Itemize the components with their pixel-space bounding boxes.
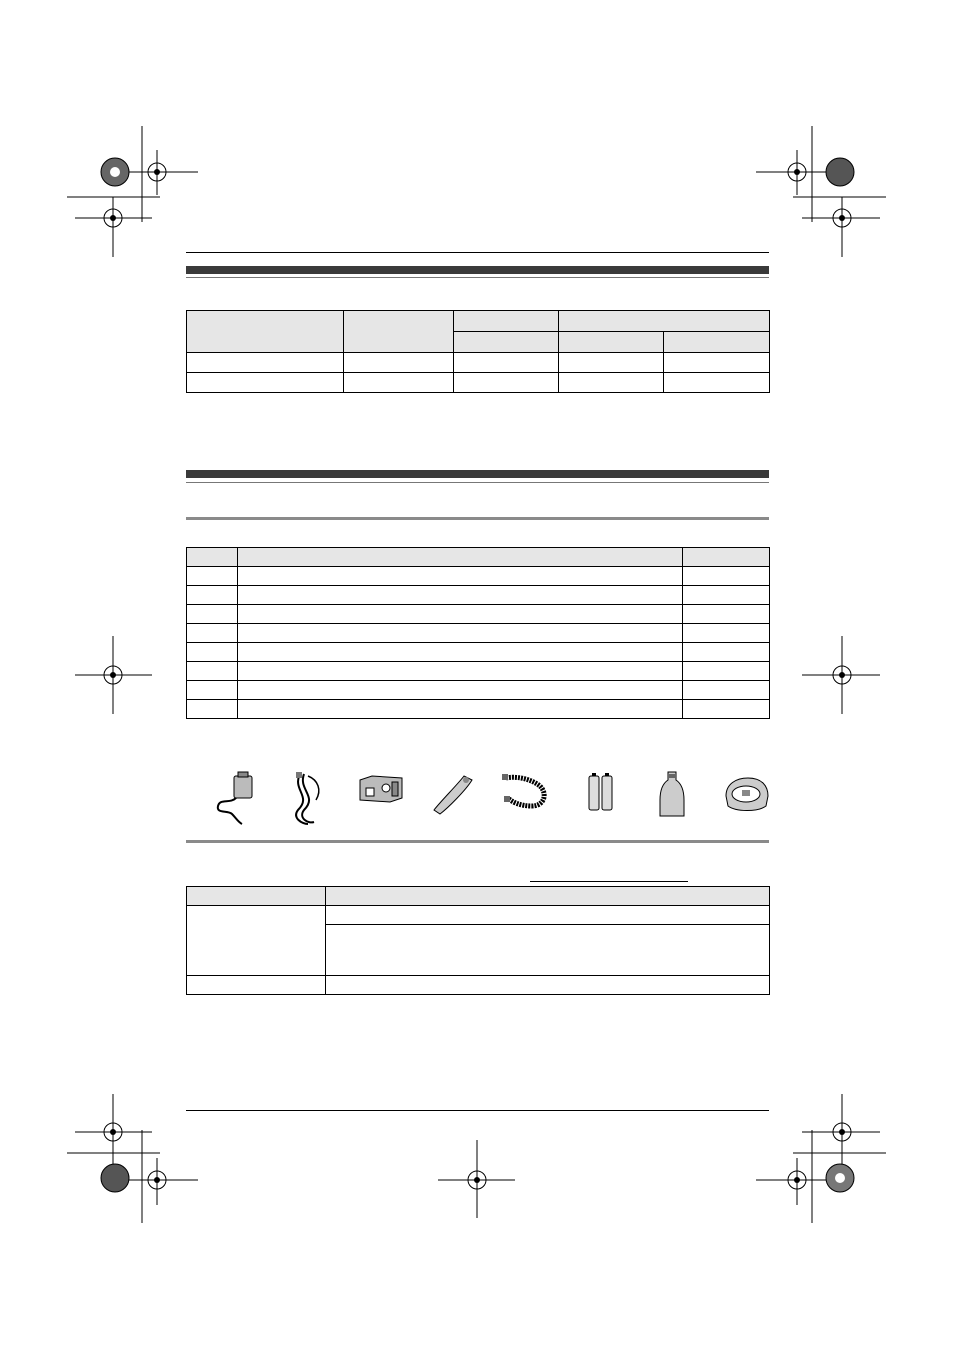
telephone-line-cord-icon (288, 770, 328, 828)
table-cell (664, 373, 770, 393)
table-cell (664, 353, 770, 373)
model-table-header-row (187, 311, 770, 332)
table-cell (187, 586, 238, 605)
section-bar-accessories (186, 470, 769, 478)
table-header-cell (187, 548, 238, 567)
table-row (187, 353, 770, 373)
table-cell (683, 662, 770, 681)
model-table-header-cell (559, 332, 664, 353)
table-header-cell (187, 887, 326, 906)
ac-adaptor-icon (212, 770, 260, 828)
table-cell (187, 624, 238, 643)
table-cell (238, 586, 683, 605)
link-underline[interactable] (530, 881, 688, 882)
table-cell (238, 662, 683, 681)
table-cell (683, 681, 770, 700)
supplied-accessories-table (186, 547, 770, 719)
table-cell (344, 353, 454, 373)
table-cell (326, 976, 770, 995)
handset-icon (658, 770, 686, 820)
section-underline-accessories (186, 482, 769, 483)
table-row (187, 662, 770, 681)
table-cell (559, 353, 664, 373)
charger-icon (722, 772, 772, 816)
table-row (187, 643, 770, 662)
subsection-rule-supplied (186, 517, 769, 520)
additional-table-header-row (187, 887, 770, 906)
table-cell (238, 643, 683, 662)
table-row (187, 605, 770, 624)
table-row (187, 906, 770, 925)
handset-cover-icon (430, 772, 476, 816)
table-header-cell (326, 887, 770, 906)
belt-clip-icon (500, 772, 552, 812)
table-cell (559, 373, 664, 393)
table-cell (683, 567, 770, 586)
supplied-table-header-row (187, 548, 770, 567)
section-underline-model (186, 277, 769, 278)
table-cell (187, 976, 326, 995)
table-cell (187, 643, 238, 662)
table-cell (187, 681, 238, 700)
table-cell (454, 353, 559, 373)
table-cell (187, 906, 326, 976)
table-header-cell (683, 548, 770, 567)
table-cell (683, 586, 770, 605)
table-cell (683, 700, 770, 719)
footer-rule (186, 1110, 769, 1111)
table-row (187, 373, 770, 393)
batteries-icon (586, 772, 616, 812)
table-cell (454, 373, 559, 393)
model-table-header-cell (187, 311, 344, 353)
section-bar-model (186, 266, 769, 274)
table-row (187, 976, 770, 995)
table-row (187, 624, 770, 643)
table-cell (187, 700, 238, 719)
table-row (187, 681, 770, 700)
table-cell (238, 700, 683, 719)
table-cell (683, 624, 770, 643)
table-cell (187, 605, 238, 624)
model-table-header-cell (664, 332, 770, 353)
table-cell (683, 643, 770, 662)
wall-mounting-adaptor-icon (356, 774, 406, 804)
table-cell (238, 567, 683, 586)
table-cell (326, 906, 770, 925)
table-cell (187, 662, 238, 681)
table-cell (344, 373, 454, 393)
subsection-rule-additional (186, 840, 769, 843)
model-table-header-cell (454, 332, 559, 353)
table-cell (238, 605, 683, 624)
additional-accessories-table (186, 886, 770, 995)
table-cell (238, 681, 683, 700)
table-cell (187, 373, 344, 393)
model-table-header-cell (454, 311, 559, 332)
model-table (186, 310, 770, 393)
table-row (187, 700, 770, 719)
header-rule (186, 252, 769, 253)
table-cell (187, 353, 344, 373)
table-cell (238, 624, 683, 643)
table-header-cell (238, 548, 683, 567)
table-cell (326, 925, 770, 976)
model-table-header-cell (344, 311, 454, 353)
table-row (187, 567, 770, 586)
table-row (187, 586, 770, 605)
model-table-header-cell (559, 311, 770, 332)
table-cell (187, 567, 238, 586)
table-cell (683, 605, 770, 624)
